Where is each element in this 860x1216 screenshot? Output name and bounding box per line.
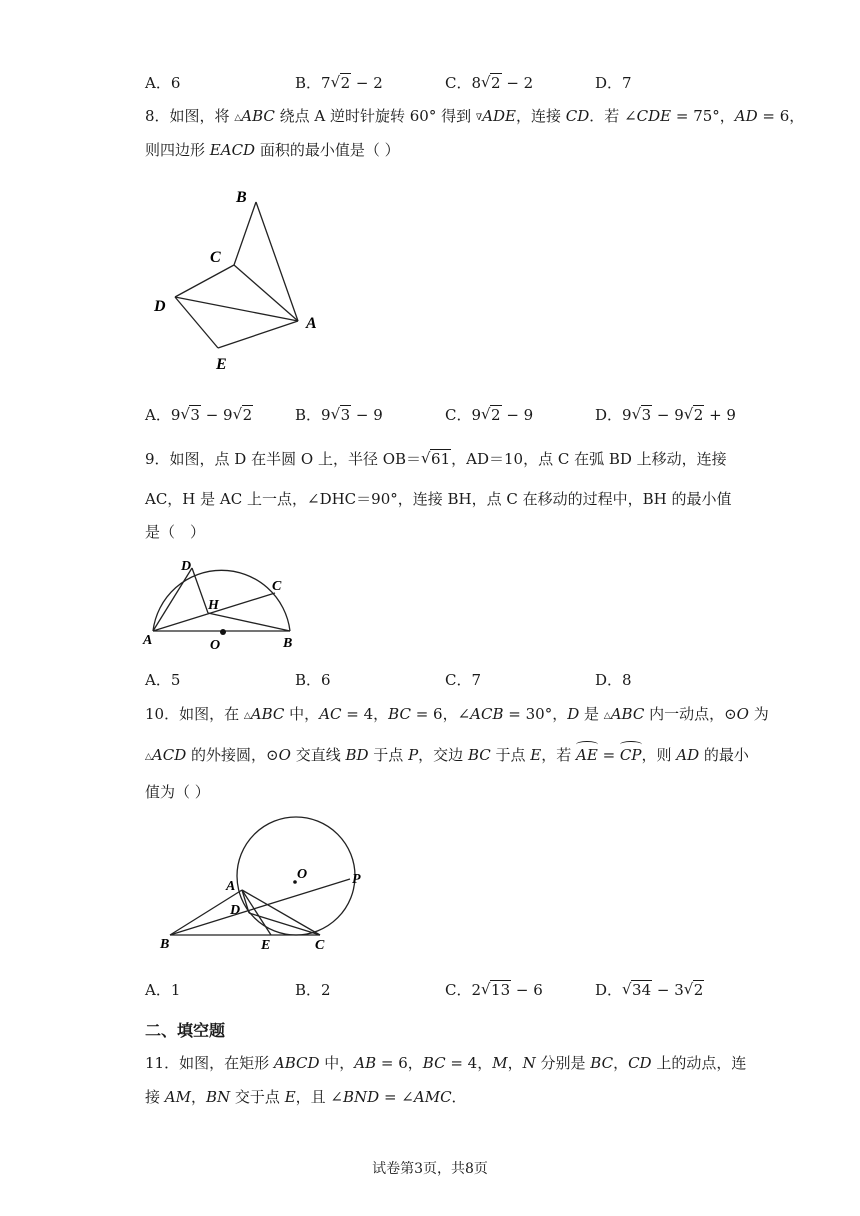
q10-figure [150, 808, 390, 958]
q9-question-line-2: AC，H 是 AC 上一点，∠DHC＝90°，连接 BH，点 C 在移动的过程中，BH 的最小值 [145, 490, 732, 508]
q9-label-o: O [210, 638, 221, 653]
q8-label-a: A [306, 315, 317, 332]
q8-option-b: B．9√ 3 − 9 [295, 405, 383, 425]
q8-seg-ea [218, 321, 298, 348]
q7-option-c: C．8√ 2 − 2 [445, 73, 533, 93]
q10-label-b: B [160, 937, 170, 952]
q10-label-e: E [261, 938, 271, 953]
q10-label-p: P [352, 872, 361, 887]
q10-label-c: C [315, 938, 325, 953]
q10-label-o: O [297, 867, 308, 882]
q11-question-line-1: 11．如图，在矩形 ABCD 中，AB = 6，BC = 4，M，N 分别是 BC，CD 上的动点，连 [145, 1054, 747, 1072]
q7-option-b: B．7√ 2 − 2 [295, 73, 383, 93]
q8-question-line-2: 则四边形 EACD 面积的最小值是（ ） [145, 141, 400, 159]
q10-option-a: A．1 [145, 981, 181, 999]
q9-option-c: C．7 [445, 671, 482, 689]
q9-figure [140, 553, 310, 663]
q9-question-line-1: 9．如图，点 D 在半圆 O 上，半径 OB＝√ 61，AD＝10，点 C 在弧 BD 上移动，连接 [145, 449, 727, 469]
q9-option-d: D．8 [595, 671, 632, 689]
section-title-fill-in: 二、填空题 [145, 1021, 226, 1040]
q10-question-line-3: 值为（ ） [145, 783, 210, 801]
q8-figure [140, 180, 340, 380]
q8-seg-cd [175, 265, 234, 297]
q8-label-d: D [154, 298, 166, 315]
q10-option-c: C．2√ 13 − 6 [445, 980, 543, 1000]
q10-question-line-2: △ACD 的外接圆，⊙O 交直线 BD 于点 P，交边 BC 于点 E，若 AE = CP，则 AD 的最小 [145, 746, 749, 764]
q11-question-line-2: 接 AM，BN 交于点 E，且 ∠BND = ∠AMC． [145, 1088, 467, 1106]
q9-seg-dh [192, 568, 208, 613]
q8-label-b: B [236, 189, 247, 206]
q10-label-d: D [230, 903, 241, 918]
q8-option-a: A．9√ 3 − 9√ 2 [145, 405, 253, 425]
q10-seg-ae [242, 890, 271, 935]
q9-semicircle-arc [153, 570, 290, 631]
q9-label-d: D [181, 559, 192, 574]
q8-seg-bc [234, 202, 256, 265]
q9-option-b: B．6 [295, 671, 331, 689]
q8-label-e: E [216, 356, 227, 373]
q10-option-b: B．2 [295, 981, 331, 999]
q10-seg-dc [249, 913, 320, 935]
q9-option-a: A．5 [145, 671, 181, 689]
q9-seg-ad [153, 568, 192, 631]
q9-label-h: H [208, 598, 219, 613]
q10-seg-bp [170, 879, 350, 935]
q10-label-a: A [226, 879, 236, 894]
q9-seg-hb [208, 613, 290, 631]
q8-option-c: C．9√ 2 − 9 [445, 405, 533, 425]
q9-label-a: A [143, 633, 153, 648]
q9-label-c: C [272, 579, 282, 594]
q8-option-d: D．9√ 3 − 9√ 2 + 9 [595, 405, 736, 425]
q9-center-o-dot [220, 629, 226, 635]
page-footer: 试卷第3页，共8页 [372, 1161, 488, 1177]
q10-circle-o [237, 817, 355, 935]
q10-option-d: D．√ 34 − 3√ 2 [595, 980, 704, 1000]
q7-option-a: A．6 [145, 74, 181, 92]
q10-question-line-1: 10．如图，在 △ABC 中，AC = 4，BC = 6，∠ACB = 30°，D 是 △ABC 内一动点，⊙O 为 [145, 705, 769, 723]
q10-seg-ac [242, 890, 320, 935]
q8-label-c: C [210, 249, 221, 266]
q9-label-b: B [283, 636, 293, 651]
q7-option-d: D．7 [595, 74, 632, 92]
q8-seg-da [175, 297, 298, 321]
q9-question-line-3: 是（ ） [145, 523, 206, 541]
q8-question-line-1: 8．如图，将 △ABC 绕点 A 逆时针旋转 60° 得到 ∇ADE，连接 CD．若 ∠CDE = 75°，AD = 6， [145, 107, 805, 125]
